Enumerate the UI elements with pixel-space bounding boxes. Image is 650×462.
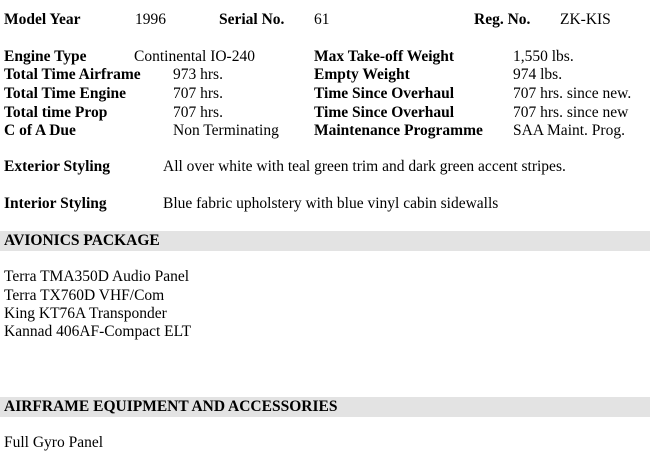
interior-styling-value: Blue fabric upholstery with blue vinyl cabin sidewalls (163, 195, 499, 212)
total-time-engine-label: Total Time Engine (4, 85, 127, 102)
time-since-overhaul-engine-label: Time Since Overhaul (314, 85, 455, 102)
serial-number-value: 61 (314, 11, 330, 28)
model-year-value: 1996 (135, 11, 166, 28)
time-since-overhaul-prop-value: 707 hrs. since new (513, 104, 629, 121)
c-of-a-due-label: C of A Due (4, 122, 76, 139)
c-of-a-due-value: Non Terminating (173, 122, 279, 139)
avionics-item: King KT76A Transponder (4, 305, 167, 322)
airframe-section-header (0, 397, 650, 417)
registration-value: ZK-KIS (560, 11, 611, 28)
max-takeoff-weight-label: Max Take-off Weight (314, 48, 455, 65)
interior-styling-label: Interior Styling (4, 195, 107, 212)
empty-weight-label: Empty Weight (314, 66, 410, 83)
avionics-section-header (0, 231, 650, 251)
total-time-airframe-label: Total Time Airframe (4, 66, 141, 83)
engine-type-value: Continental IO-240 (134, 48, 255, 65)
max-takeoff-weight-value: 1,550 lbs. (513, 48, 574, 65)
total-time-prop-label: Total time Prop (4, 104, 108, 121)
airframe-heading: AIRFRAME EQUIPMENT AND ACCESSORIES (4, 398, 338, 415)
avionics-heading: AVIONICS PACKAGE (4, 232, 160, 249)
airframe-item: Full Gyro Panel (4, 434, 104, 451)
avionics-item: Kannad 406AF-Compact ELT (4, 323, 192, 340)
total-time-airframe-value: 973 hrs. (173, 66, 223, 83)
exterior-styling-label: Exterior Styling (4, 158, 111, 175)
exterior-styling-value: All over white with teal green trim and dark green accent stripes. (163, 158, 566, 175)
total-time-prop-value: 707 hrs. (173, 104, 223, 121)
empty-weight-value: 974 lbs. (513, 66, 563, 83)
maintenance-programme-label: Maintenance Programme (314, 122, 483, 139)
time-since-overhaul-engine-value: 707 hrs. since new. (513, 85, 632, 102)
maintenance-programme-value: SAA Maint. Prog. (513, 122, 625, 139)
engine-type-label: Engine Type (4, 48, 87, 65)
time-since-overhaul-prop-label: Time Since Overhaul (314, 104, 455, 121)
avionics-item: Terra TMA350D Audio Panel (4, 268, 190, 285)
model-year-label: Model Year (4, 11, 81, 28)
registration-label: Reg. No. (474, 11, 531, 28)
total-time-engine-value: 707 hrs. (173, 85, 223, 102)
serial-number-label: Serial No. (219, 11, 285, 28)
avionics-item: Terra TX760D VHF/Com (4, 287, 165, 304)
